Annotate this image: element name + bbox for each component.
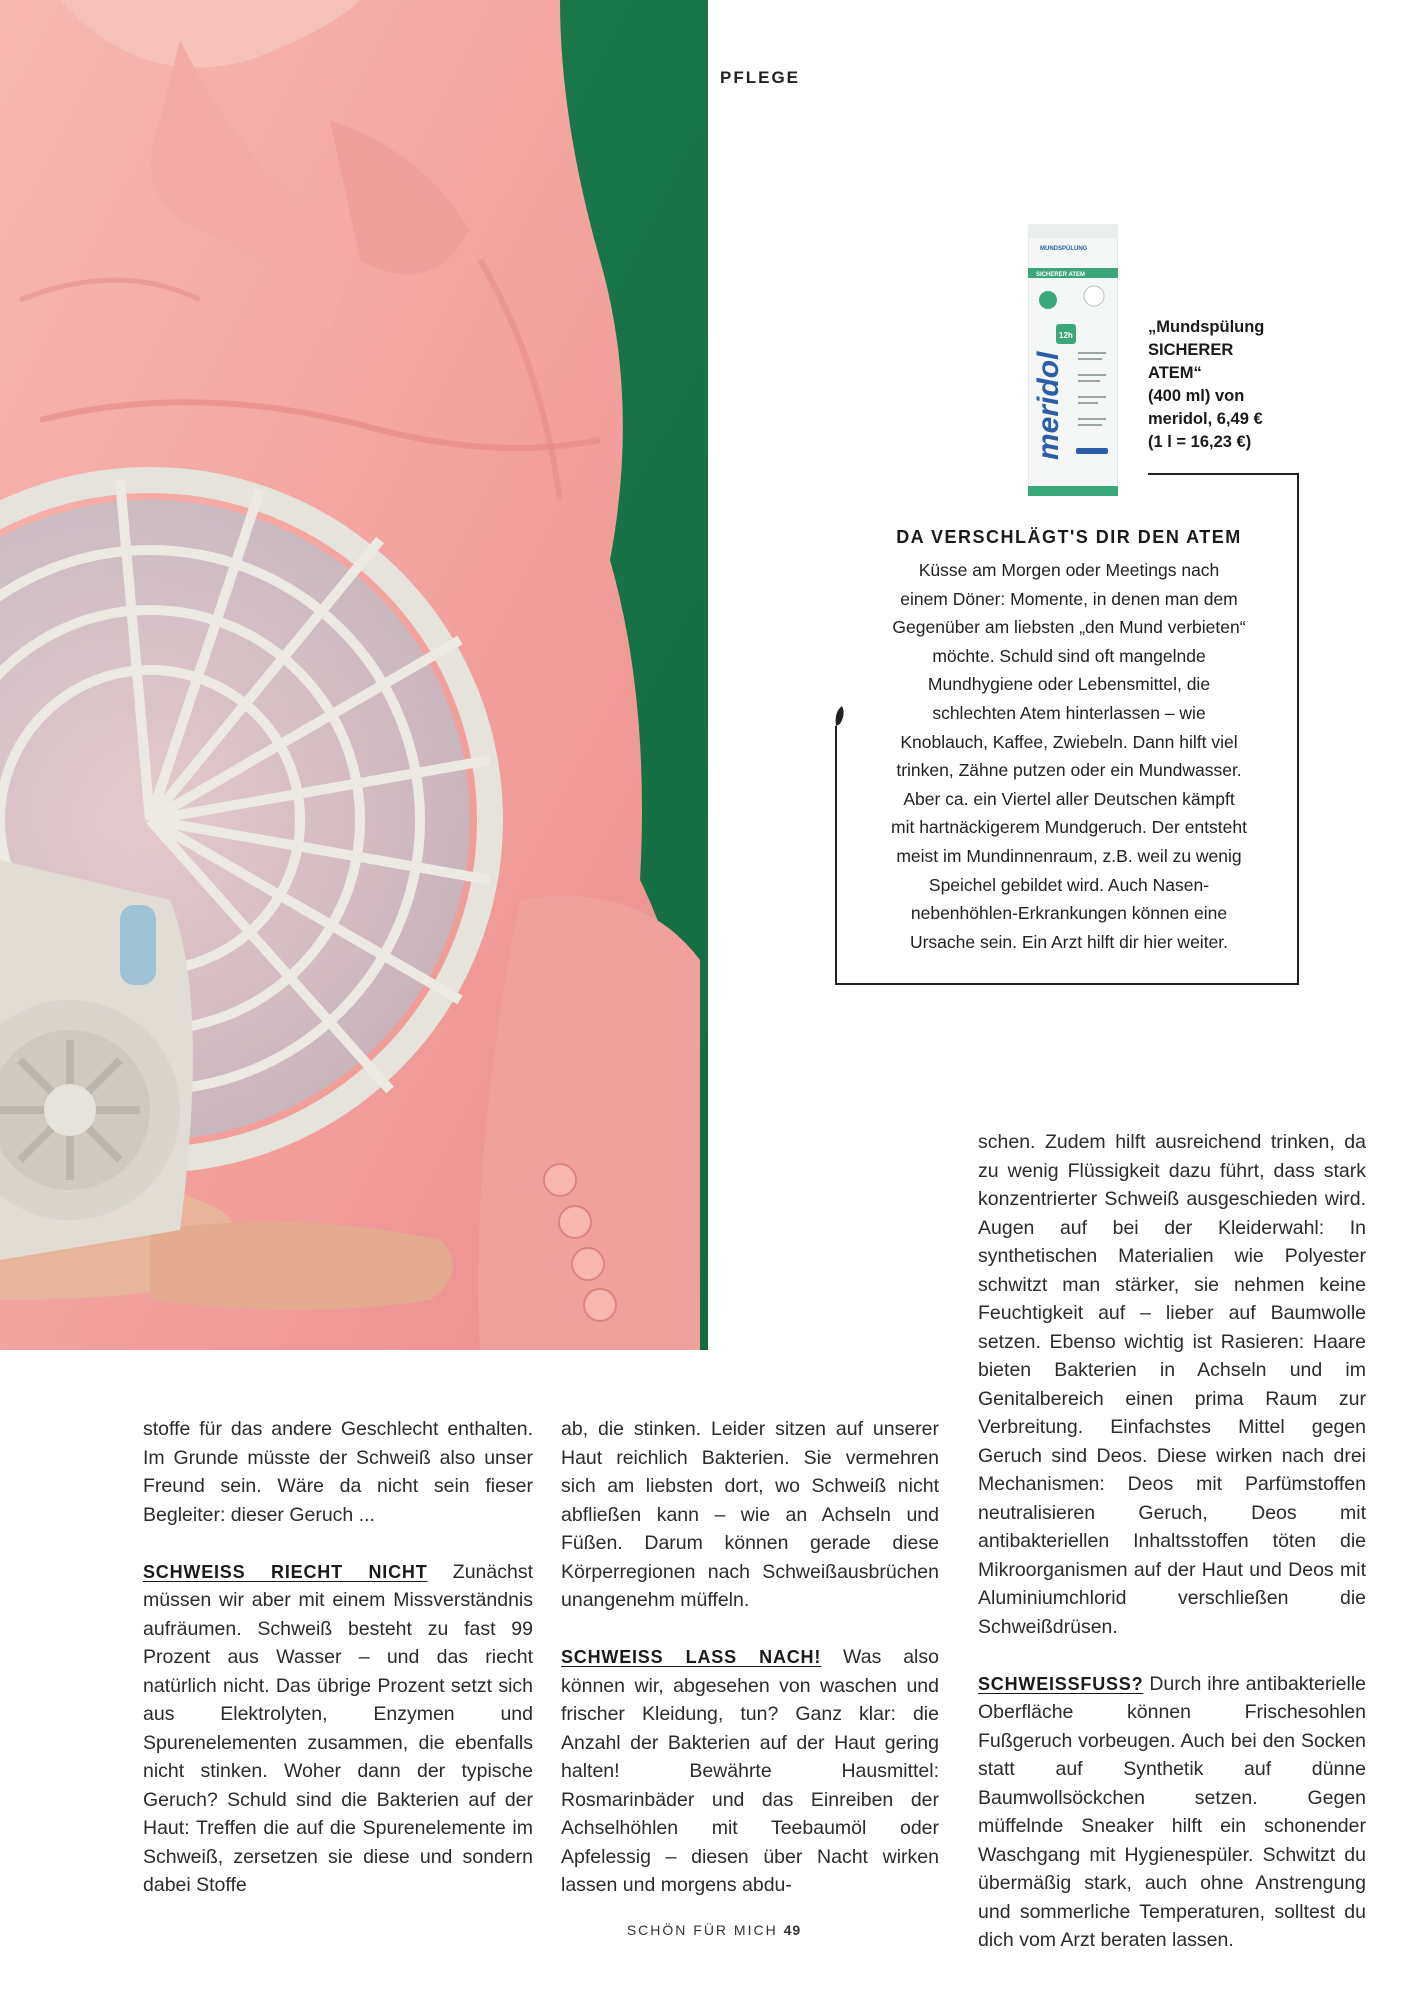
product-caption	[1148, 316, 1298, 454]
caption-line: SICHERER	[1148, 341, 1234, 359]
box-line: Küsse am Morgen oder Meetings nach	[918, 560, 1220, 580]
paragraph	[978, 1670, 1366, 1955]
subheading: SCHWEISSFUSS?	[978, 1673, 1144, 1694]
hero-photo	[0, 0, 708, 1350]
package-band-text: SICHERER ATEM	[1036, 272, 1086, 278]
section-label: PFLEGE	[720, 68, 801, 87]
box-line: Knoblauch, Kaffee, Zwiebeln. Dann hilft viel	[900, 731, 1238, 752]
box-line: trinken, Zähne putzen oder ein Mundwasser.	[896, 760, 1242, 781]
caption-line: „Mundspülung	[1148, 318, 1265, 336]
info-box-title: DA VERSCHLÄGT'S DIR DEN ATEM	[896, 527, 1242, 547]
paragraph: ab, die stinken. Leider sitzen auf unserer Haut reichlich Bakterien. Sie vermehren sich am liebsten dort, wo Schweiß nicht abfließen kann – wie an Achseln und Füßen. Darum können gerade diese Körperregionen nach Schweißausbrüchen unangenehm müffeln.	[561, 1418, 939, 1611]
paragraph: stoffe für das andere Geschlecht enthalten. Im Grunde müsste der Schweiß also unser Freund sein. Wäre da nicht sein fieser Begleiter: dieser Geruch ...	[143, 1418, 533, 1526]
caption-line: (400 ml) von	[1148, 387, 1245, 405]
product-image	[1028, 224, 1118, 496]
paragraph-text: Was also können wir, abgesehen von waschen und frischer Kleidung, tun? Ganz klar: die Anzahl der Bakterien auf der Haut gering halten! Bewährte Hausmittel: Rosmarinbäder und das Einreiben der Achselhöhlen mit Teebaumöl oder Apfelessig – diesen über Nacht wirken lassen und morgens abdu-	[561, 1646, 939, 1896]
box-line: schlechten Atem hinterlassen – wie	[932, 702, 1206, 723]
paragraph	[561, 1643, 939, 1900]
info-box-text	[856, 556, 1282, 956]
box-line: Speichel gebildet wird. Auch Nasen-	[928, 874, 1210, 895]
paragraph	[143, 1558, 533, 1900]
caption-line: (1 l = 16,23 €)	[1148, 433, 1252, 451]
mouthwash-bottle	[1028, 224, 1118, 496]
paragraph: schen. Zudem hilft ausreichend trinken, da zu wenig Flüssigkeit dazu führt, dass stark konzentrierter Schweiß ausgeschieden wird. Augen auf bei der Kleiderwahl: In synthetischen Materialien wie Polyester schwitzt man stärker, sie nehmen keine Feuchtigkeit auf – lieber auf Baumwolle setzen. Ebenso wichtig ist Rasieren: Haare bieten Bakterien in Achseln und im Genitalbereich einen prima Raum zur Verbreitung. Einfachstes Mittel gegen Geruch sind Deos. Diese wirken nach drei Mechanismen: Deos mit Parfümstoffen neutralisieren Geruch, Deos mit antibakteriellen Inhaltsstoffen töten die Mikroorganismen auf der Haut und Deos mit Aluminiumchlorid verschließen die Schweißdrüsen.	[978, 1131, 1366, 1638]
article-column-1	[143, 1415, 533, 1900]
page-number: 49	[783, 1922, 802, 1938]
box-line: Mundhygiene oder Lebensmittel, die	[927, 674, 1211, 695]
box-line: meist im Mundinnenraum, z.B. weil zu wenig	[896, 845, 1242, 866]
subheading: SCHWEISS LASS NACH!	[561, 1647, 822, 1667]
photo-illustration	[0, 0, 708, 1350]
caption-line: meridol, 6,49 €	[1148, 410, 1263, 428]
package-badge: 12h	[1059, 331, 1073, 340]
box-line: nebenhöhlen-Erkrankungen können eine	[910, 903, 1228, 924]
subheading: SCHWEISS RIECHT NICHT	[143, 1561, 428, 1582]
paragraph-text: Zunächst müssen wir aber mit einem Missverständnis aufräumen. Schweiß besteht zu fast 99 Prozent aus Wasser – und das riecht natürlich nicht. Das übrige Prozent setzt sich aus Elektrolyten, Enzymen und Spurenelementen zusammen, die ebenfalls nicht stinken. Woher dann der typische Geruch? Schuld sind die Bakterien auf der Haut: Treffen die auf die Spurenelemente im Schweiß, zersetzen sie diese und sondern dabei Stoffe	[143, 1560, 533, 1896]
page-footer	[0, 1922, 1428, 1938]
box-line: mit hartnäckigerem Mundgeruch. Der entsteht	[891, 817, 1247, 838]
magazine-name: SCHÖN FÜR MICH	[626, 1922, 778, 1938]
article-column-3	[978, 1128, 1366, 1955]
box-line: Aber ca. ein Viertel aller Deutschen kämpft	[903, 788, 1235, 809]
box-line: möchte. Schuld sind oft mangelnde	[932, 645, 1206, 666]
brand-logo-text: meridol	[1032, 351, 1065, 460]
box-line: einem Döner: Momente, in denen man dem	[900, 588, 1238, 609]
article-column-2	[561, 1415, 939, 1900]
package-top-text: MUNDSPÜLUNG	[1040, 246, 1088, 252]
box-line: Gegenüber am liebsten „den Mund verbieten“	[892, 617, 1246, 638]
paragraph-text: Durch ihre antibakterielle Oberfläche können Frischesohlen Fußgeruch vorbeugen. Auch bei den Socken statt auf Synthetik auf dünne Baumwollsöckchen setzen. Gegen müffelnde Sneaker hilft ein schonender Waschgang mit Hygienespüler. Schwitzt du übermäßig stark, auch ohne Anstrengung und sommerliche Temperaturen, solltest du dich vom Arzt beraten lassen.	[978, 1672, 1366, 1951]
box-line: Ursache sein. Ein Arzt hilft dir hier weiter.	[909, 931, 1229, 952]
caption-line: ATEM“	[1148, 364, 1202, 382]
